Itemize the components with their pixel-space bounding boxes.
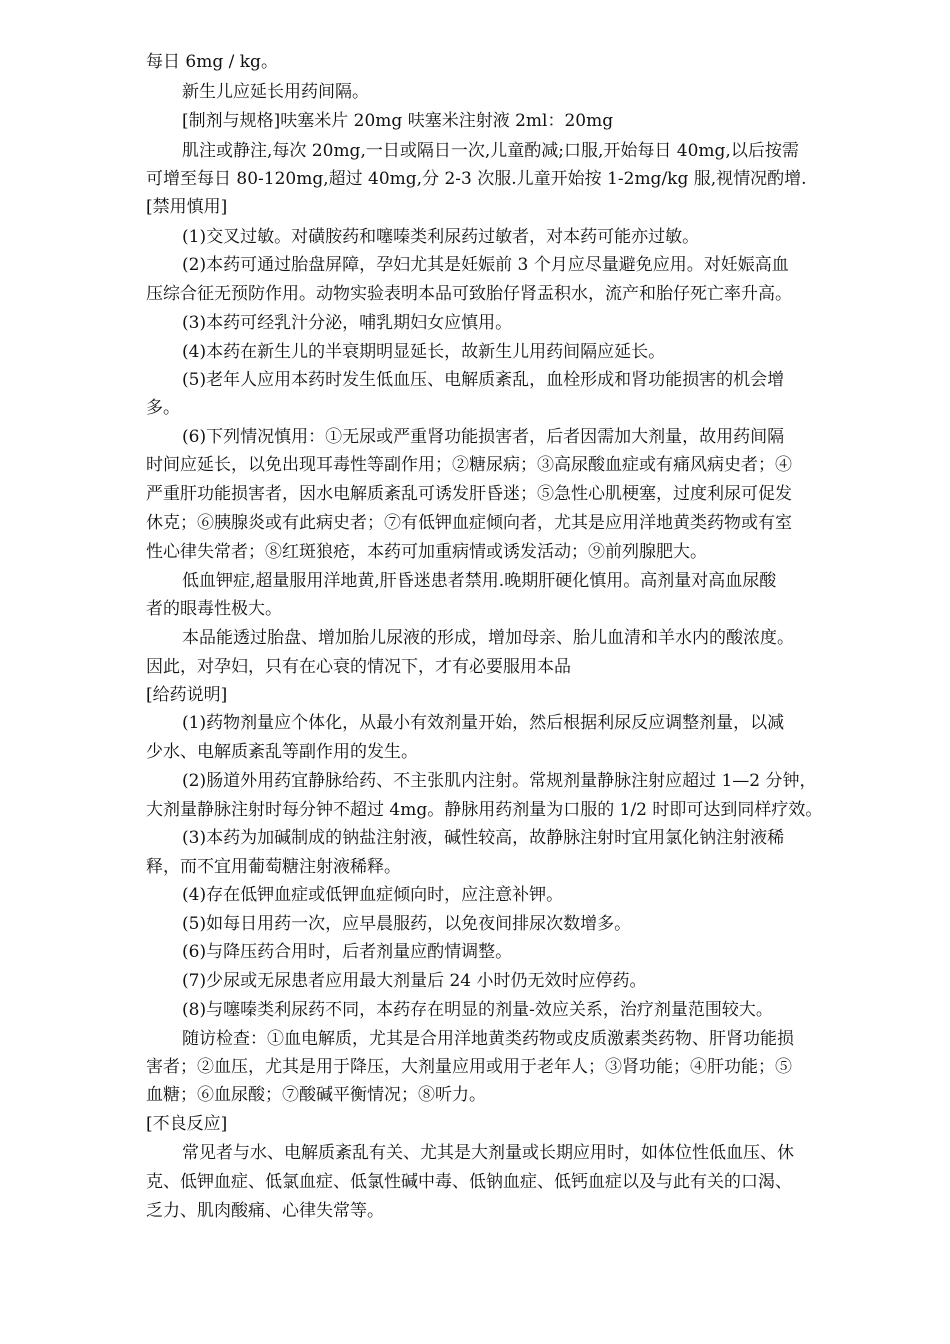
- text-line: 时间应延长，以免出现耳毒性等副作用；②糖尿病；③高尿酸血症或有痛风病史者；④: [146, 455, 792, 475]
- text-line: 者的眼毒性极大。: [146, 599, 282, 619]
- text-line: (1)交叉过敏。对磺胺药和噻嗪类利尿药过敏者，对本药可能亦过敏。: [182, 227, 700, 247]
- text-line: 少水、电解质紊乱等副作用的发生。: [146, 742, 418, 762]
- text-line: (8)与噻嗪类利尿药不同，本药存在明显的剂量-效应关系，治疗剂量范围较大。: [182, 1000, 773, 1020]
- section-heading-contraindications: [禁用慎用]: [146, 197, 228, 217]
- section-heading-adverse-reactions: [不良反应]: [146, 1114, 228, 1134]
- text-line: (5)老年人应用本药时发生低血压、电解质紊乱，血栓形成和肾功能损害的机会增: [182, 370, 785, 390]
- text-line: 血糖；⑥血尿酸；⑦酸碱平衡情况；⑧听力。: [146, 1085, 486, 1105]
- text-line: [制剂与规格]呋塞米片 20mg 呋塞米注射液 2ml：20mg: [182, 111, 614, 131]
- text-line: (7)少尿或无尿患者应用最大剂量后 24 小时仍无效时应停药。: [182, 971, 647, 991]
- text-line: 多。: [146, 398, 180, 418]
- text-line: (3)本药可经乳汁分泌，哺乳期妇女应慎用。: [182, 313, 513, 333]
- text-line: 常见者与水、电解质紊乱有关、尤其是大剂量或长期应用时，如体位性低血压、休: [182, 1143, 794, 1163]
- text-line: 严重肝功能损害者，因水电解质紊乱可诱发肝昏迷；⑤急性心肌梗塞，过度利尿可促发: [146, 484, 792, 504]
- text-line: 新生儿应延长用药间隔。: [182, 82, 369, 102]
- text-line: (2)本药可通过胎盘屏障，孕妇尤其是妊娠前 3 个月应尽量避免应用。对妊娠高血: [182, 255, 789, 275]
- text-line: (3)本药为加碱制成的钠盐注射液，碱性较高，故静脉注射时宜用氯化钠注射液稀: [182, 828, 785, 848]
- text-line: (4)存在低钾血症或低钾血症倾向时，应注意补钾。: [182, 885, 564, 905]
- text-line: 因此，对孕妇，只有在心衰的情况下，才有必要服用本品: [146, 657, 571, 677]
- text-line: 性心律失常者；⑧红斑狼疮，本药可加重病情或诱发活动；⑨前列腺肥大。: [146, 542, 707, 562]
- section-heading-administration: [给药说明]: [146, 685, 228, 705]
- text-line: 肌注或静注,每次 20mg,一日或隔日一次,儿童酌减;口服,开始每日 40mg,以后按需: [182, 141, 799, 161]
- text-line: 压综合征无预防作用。动物实验表明本品可致胎仔肾盂积水，流产和胎仔死亡率升高。: [146, 284, 792, 304]
- text-line: (6)下列情况慎用：①无尿或严重肾功能损害者，后者因需加大剂量，故用药间隔: [182, 427, 785, 447]
- text-line: 害者；②血压，尤其是用于降压，大剂量应用或用于老年人；③肾功能；④肝功能；⑤: [146, 1057, 792, 1077]
- text-line: 释，而不宜用葡萄糖注射液稀释。: [146, 857, 401, 877]
- text-line: (4)本药在新生儿的半衰期明显延长，故新生儿用药间隔应延长。: [182, 342, 666, 362]
- text-line: 乏力、肌肉酸痛、心律失常等。: [146, 1201, 384, 1221]
- text-line: (2)肠道外用药宜静脉给药、不主张肌内注射。常规剂量静脉注射应超过 1—2 分钟，: [182, 771, 817, 791]
- text-line: (1)药物剂量应个体化，从最小有效剂量开始，然后根据利尿反应调整剂量，以减: [182, 713, 785, 733]
- text-line: 随访检查：①血电解质，尤其是合用洋地黄类药物或皮质激素类药物、肝肾功能损: [182, 1029, 794, 1049]
- text-line: 本品能透过胎盘、增加胎儿尿液的形成，增加母亲、胎儿血清和羊水内的酸浓度。: [182, 628, 794, 648]
- text-line: (6)与降压药合用时，后者剂量应酌情调整。: [182, 942, 513, 962]
- text-line: 低血钾症,超量服用洋地黄,肝昏迷患者禁用.晚期肝硬化慎用。高剂量对高血尿酸: [182, 571, 777, 591]
- text-line: 克、低钾血症、低氯血症、低氯性碱中毒、低钠血症、低钙血症以及与此有关的口渴、: [146, 1172, 792, 1192]
- text-line: 可增至每日 80-120mg,超过 40mg,分 2-3 次服.儿童开始按 1-2mg/kg 服,视情况酌增.: [146, 169, 807, 189]
- text-line: (5)如每日用药一次，应早晨服药，以免夜间排尿次数增多。: [182, 914, 632, 934]
- text-line: 休克；⑥胰腺炎或有此病史者；⑦有低钾血症倾向者，尤其是应用洋地黄类药物或有室: [146, 513, 792, 533]
- text-line: 大剂量静脉注射时每分钟不超过 4mg。静脉用药剂量为口服的 1/2 时即可达到同样疗效。: [146, 800, 823, 820]
- text-line: 每日 6mg / kg。: [146, 52, 278, 72]
